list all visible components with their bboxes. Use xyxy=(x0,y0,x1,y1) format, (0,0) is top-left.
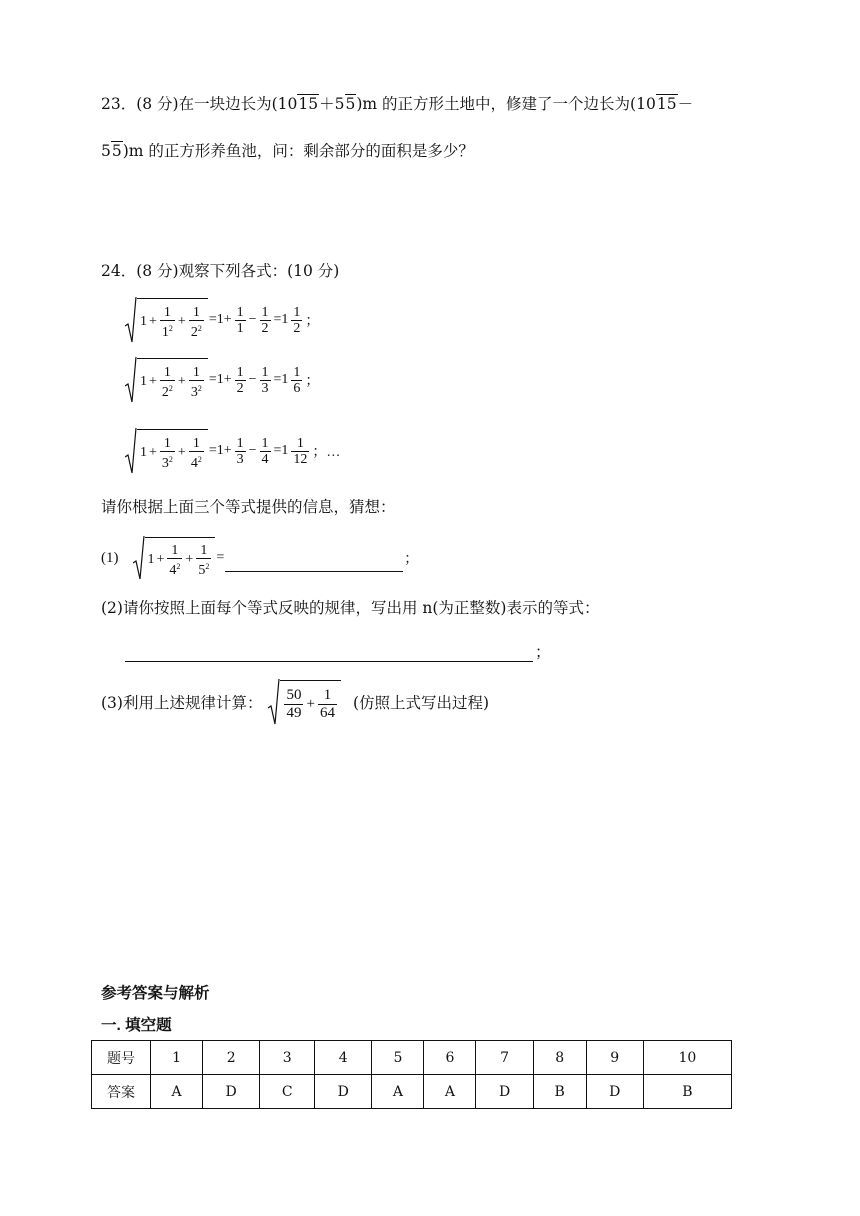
table-cell: 10 xyxy=(643,1041,731,1075)
fraction: $\frac{50}{49}$ xyxy=(286,686,302,721)
radical: 1 + $\frac{1}{2^2}$ + $\frac{1}{3^2}$ xyxy=(125,356,208,404)
table-cell: A xyxy=(424,1075,476,1109)
q24-part2-answer: ； xyxy=(125,640,551,662)
table-cell: 7 xyxy=(476,1041,533,1075)
q24-prompt: 请你根据上面三个等式提供的信息，猜想： xyxy=(101,498,396,516)
q24-eq1: 1 + $\frac{1}{1^2}$ + $\frac{1}{2^2}$ =1+ $\frac{1}{1}$ − $\frac{1}{2}$ =1 $\frac{1}{2}$ ； xyxy=(125,296,320,346)
table-cell: D xyxy=(315,1075,372,1109)
table-row xyxy=(92,1041,732,1075)
table-cell: 4 xyxy=(315,1041,372,1075)
table-cell: 9 xyxy=(586,1041,643,1075)
table-cell: D xyxy=(476,1075,533,1109)
fraction: $\frac{1}{3^2}$ xyxy=(190,364,202,400)
table-cell: A xyxy=(151,1075,203,1109)
fraction: $\frac{1}{1}$ xyxy=(236,304,244,336)
table-cell: D xyxy=(203,1075,260,1109)
table-cell: 答案 xyxy=(92,1075,151,1109)
fraction: $\frac{1}{1^2}$ xyxy=(161,304,173,340)
fraction: $\frac{1}{5^2}$ xyxy=(198,542,210,578)
fraction: $\frac{1}{3}$ xyxy=(261,364,269,396)
table-cell: B xyxy=(643,1075,731,1109)
radical-sign-icon xyxy=(125,296,137,344)
table-cell: 1 xyxy=(151,1041,203,1075)
q23-line2: 55)m 的正方形养鱼池，问：剩余部分的面积是多少？ xyxy=(101,142,474,160)
fraction: $\frac{1}{12}$ xyxy=(293,435,308,467)
radical: $\frac{50}{49}$ + $\frac{1}{64}$ xyxy=(268,678,340,726)
q24-eq3: 1 + $\frac{1}{3^2}$ + $\frac{1}{4^2}$ =1+ $\frac{1}{3}$ − $\frac{1}{4}$ =1 $\frac{1}{12}$ ；… xyxy=(125,427,341,477)
fraction: $\frac{1}{3}$ xyxy=(236,435,244,467)
fraction: $\frac{1}{3^2}$ xyxy=(161,435,173,471)
sqrt-5-a: 5 xyxy=(345,95,356,113)
table-cell: 题号 xyxy=(92,1041,151,1075)
sqrt-5-b: 5 xyxy=(111,142,122,160)
radical: 1 + $\frac{1}{1^2}$ + $\frac{1}{2^2}$ xyxy=(125,296,208,344)
radical: 1 + $\frac{1}{4^2}$ + $\frac{1}{5^2}$ xyxy=(133,535,216,581)
table-cell: D xyxy=(586,1075,643,1109)
table-cell: B xyxy=(533,1075,586,1109)
fraction: $\frac{1}{64}$ xyxy=(319,686,335,721)
fraction: $\frac{1}{4^2}$ xyxy=(190,435,202,471)
sqrt-15-b: 15 xyxy=(656,95,677,113)
fraction: $\frac{1}{6}$ xyxy=(293,364,301,396)
answers-title: 参考答案与解析 xyxy=(101,985,210,1002)
q24-part1: (1) 1 + $\frac{1}{4^2}$ + $\frac{1}{5^2}$ = ； xyxy=(101,535,419,585)
table-cell: 3 xyxy=(260,1041,315,1075)
answer-blank-1[interactable] xyxy=(225,555,403,572)
fraction: $\frac{1}{2^2}$ xyxy=(161,364,173,400)
table-cell: 5 xyxy=(372,1041,424,1075)
sqrt-15-a: 15 xyxy=(298,95,319,113)
answer-blank-2[interactable] xyxy=(125,645,533,662)
answers-section: 一. 填空题 xyxy=(101,1017,172,1034)
q23-line1: 23．(8 分)在一块边长为(1015＋55)m 的正方形土地中，修建了一个边长为(1015－ xyxy=(101,95,694,113)
radical: 1 + $\frac{1}{3^2}$ + $\frac{1}{4^2}$ xyxy=(125,427,208,475)
q24-part2-text: (2)请你按照上面每个等式反映的规律，写出用 n(为正整数)表示的等式： xyxy=(101,599,600,617)
table-cell: 2 xyxy=(203,1041,260,1075)
fraction: $\frac{1}{2}$ xyxy=(261,304,269,336)
table-cell: 6 xyxy=(424,1041,476,1075)
radical-sign-icon xyxy=(268,678,280,726)
radical-sign-icon xyxy=(125,427,137,475)
table-cell: 8 xyxy=(533,1041,586,1075)
fraction: $\frac{1}{2^2}$ xyxy=(190,304,202,340)
fraction: $\frac{1}{4^2}$ xyxy=(169,542,181,578)
fraction: $\frac{1}{4}$ xyxy=(261,435,269,467)
table-cell: C xyxy=(260,1075,315,1109)
radical-sign-icon xyxy=(133,535,145,581)
q24-part3: (3)利用上述规律计算： $\frac{50}{49}$ + $\frac{1}{64}$ (仿照上式写出过程) xyxy=(101,678,489,728)
table-cell: A xyxy=(372,1075,424,1109)
table-row xyxy=(92,1075,732,1109)
q24-heading: 24．(8 分)观察下列各式：(10 分) xyxy=(101,262,340,280)
q24-eq2: 1 + $\frac{1}{2^2}$ + $\frac{1}{3^2}$ =1+ $\frac{1}{2}$ − $\frac{1}{3}$ =1 $\frac{1}{6}$ ； xyxy=(125,356,320,406)
fraction: $\frac{1}{2}$ xyxy=(236,364,244,396)
fraction: $\frac{1}{2}$ xyxy=(293,304,301,336)
answers-table xyxy=(91,1040,732,1109)
radical-sign-icon xyxy=(125,356,137,404)
